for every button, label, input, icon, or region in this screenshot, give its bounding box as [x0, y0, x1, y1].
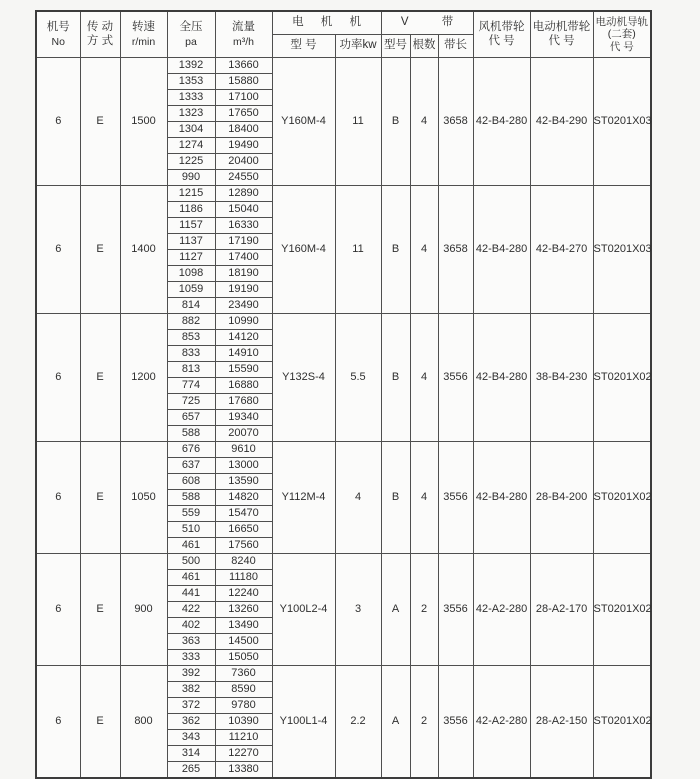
motor-power-cell: 2.2 [335, 666, 381, 779]
flow-cell: 14120 [215, 330, 272, 346]
speed-cell: 800 [120, 666, 167, 779]
belt-type-cell: B [381, 314, 410, 442]
spec-table-body [36, 58, 651, 779]
col-header-vbelt-model: 型号 [381, 35, 410, 58]
flow-cell: 16880 [215, 378, 272, 394]
rail-cell: ST0201X03 [593, 186, 651, 314]
header-row-1 [36, 11, 651, 35]
drive-cell: E [80, 186, 120, 314]
flow-cell: 11210 [215, 730, 272, 746]
pressure-cell: 1215 [167, 186, 215, 202]
pressure-cell: 363 [167, 634, 215, 650]
pressure-cell: 774 [167, 378, 215, 394]
fan-pulley-cell: 42-A2-280 [473, 666, 530, 779]
belt-type-cell: A [381, 554, 410, 666]
col-header-flow-unit: m³/h [233, 35, 254, 48]
pressure-cell: 510 [167, 522, 215, 538]
col-header-vbelt-group: V 带 [381, 11, 473, 35]
pressure-cell: 372 [167, 698, 215, 714]
spec-table [35, 10, 652, 779]
flow-cell: 14820 [215, 490, 272, 506]
pressure-cell: 853 [167, 330, 215, 346]
col-header-fan-pulley-title: 风机带轮 [478, 20, 525, 33]
belt-length-cell: 3556 [438, 666, 473, 779]
col-header-motor-model: 型 号 [272, 35, 335, 58]
belt-count-cell: 2 [410, 666, 438, 779]
no-cell: 6 [36, 58, 80, 186]
motor-pulley-cell: 38-B4-230 [530, 314, 593, 442]
motor-power-cell: 4 [335, 442, 381, 554]
belt-count-cell: 4 [410, 442, 438, 554]
table-row [36, 58, 651, 74]
table-row [36, 442, 651, 458]
motor-pulley-cell: 28-A2-150 [530, 666, 593, 779]
pressure-cell: 608 [167, 474, 215, 490]
drive-cell: E [80, 554, 120, 666]
flow-cell: 12270 [215, 746, 272, 762]
speed-cell: 1050 [120, 442, 167, 554]
pressure-cell: 1127 [167, 250, 215, 266]
no-cell: 6 [36, 186, 80, 314]
col-header-no-title: 机号 [46, 20, 70, 33]
flow-cell: 17190 [215, 234, 272, 250]
fan-pulley-cell: 42-B4-280 [473, 314, 530, 442]
spec-table-header [36, 11, 651, 58]
pressure-cell: 441 [167, 586, 215, 602]
pressure-cell: 588 [167, 426, 215, 442]
table-row [36, 314, 651, 330]
motor-pulley-cell: 28-A2-170 [530, 554, 593, 666]
belt-count-cell: 4 [410, 314, 438, 442]
belt-length-cell: 3556 [438, 314, 473, 442]
pressure-cell: 814 [167, 298, 215, 314]
col-header-drive-title2: 方 式 [86, 34, 114, 47]
col-header-fan-pulley-title2: 代 号 [488, 34, 515, 47]
drive-cell: E [80, 58, 120, 186]
belt-count-cell: 4 [410, 186, 438, 314]
pressure-cell: 1157 [167, 218, 215, 234]
motor-power-cell: 5.5 [335, 314, 381, 442]
col-header-pressure-title: 全压 [179, 20, 203, 33]
belt-type-cell: B [381, 186, 410, 314]
no-cell: 6 [36, 666, 80, 779]
flow-cell: 18400 [215, 122, 272, 138]
flow-cell: 19340 [215, 410, 272, 426]
col-header-rail-title3: 代 号 [609, 40, 634, 53]
rail-cell: ST0201X02 [593, 666, 651, 779]
col-header-drive [80, 11, 120, 58]
speed-cell: 1400 [120, 186, 167, 314]
flow-cell: 19490 [215, 138, 272, 154]
flow-cell: 9610 [215, 442, 272, 458]
flow-cell: 14910 [215, 346, 272, 362]
pressure-cell: 588 [167, 490, 215, 506]
no-cell: 6 [36, 442, 80, 554]
col-header-motor-power: 功率kw [335, 35, 381, 58]
col-header-rail-title: 电动机导轨 [595, 15, 649, 28]
table-row [36, 186, 651, 202]
motor-pulley-cell: 42-B4-270 [530, 186, 593, 314]
flow-cell: 13260 [215, 602, 272, 618]
flow-cell: 9780 [215, 698, 272, 714]
col-header-pressure-unit: pa [185, 35, 197, 48]
col-header-speed [120, 11, 167, 58]
pressure-cell: 333 [167, 650, 215, 666]
belt-type-cell: B [381, 442, 410, 554]
drive-cell: E [80, 442, 120, 554]
pressure-cell: 392 [167, 666, 215, 682]
pressure-cell: 1137 [167, 234, 215, 250]
motor-model-cell: Y132S-4 [272, 314, 335, 442]
pressure-cell: 1225 [167, 154, 215, 170]
pressure-cell: 461 [167, 538, 215, 554]
pressure-cell: 1323 [167, 106, 215, 122]
flow-cell: 13000 [215, 458, 272, 474]
pressure-cell: 1274 [167, 138, 215, 154]
flow-cell: 23490 [215, 298, 272, 314]
rail-cell: ST0201X02 [593, 554, 651, 666]
flow-cell: 20400 [215, 154, 272, 170]
rail-cell: ST0201X03 [593, 58, 651, 186]
flow-cell: 16330 [215, 218, 272, 234]
fan-pulley-cell: 42-B4-280 [473, 442, 530, 554]
col-header-motor-pulley-title2: 代 号 [548, 34, 575, 47]
belt-type-cell: B [381, 58, 410, 186]
pressure-cell: 461 [167, 570, 215, 586]
pressure-cell: 1304 [167, 122, 215, 138]
flow-cell: 12890 [215, 186, 272, 202]
col-header-speed-title: 转速 [132, 20, 155, 33]
flow-cell: 24550 [215, 170, 272, 186]
flow-cell: 17680 [215, 394, 272, 410]
flow-cell: 13660 [215, 58, 272, 74]
pressure-cell: 1098 [167, 266, 215, 282]
col-header-drive-title: 传 动 [86, 20, 114, 33]
motor-model-cell: Y160M-4 [272, 186, 335, 314]
pressure-cell: 362 [167, 714, 215, 730]
speed-cell: 1200 [120, 314, 167, 442]
speed-cell: 900 [120, 554, 167, 666]
pressure-cell: 637 [167, 458, 215, 474]
pressure-cell: 1333 [167, 90, 215, 106]
no-cell: 6 [36, 554, 80, 666]
col-header-vbelt-count: 根数 [410, 35, 438, 58]
col-header-rail-title2: (二套) [607, 28, 636, 41]
pressure-cell: 813 [167, 362, 215, 378]
col-header-rail [593, 11, 651, 58]
flow-cell: 15590 [215, 362, 272, 378]
pressure-cell: 882 [167, 314, 215, 330]
flow-cell: 10390 [215, 714, 272, 730]
col-header-no-unit: No [51, 35, 65, 48]
pressure-cell: 990 [167, 170, 215, 186]
table-row [36, 554, 651, 570]
motor-power-cell: 3 [335, 554, 381, 666]
rail-cell: ST0201X02 [593, 314, 651, 442]
belt-type-cell: A [381, 666, 410, 779]
pressure-cell: 657 [167, 410, 215, 426]
pressure-cell: 676 [167, 442, 215, 458]
pressure-cell: 422 [167, 602, 215, 618]
flow-cell: 17560 [215, 538, 272, 554]
flow-cell: 17650 [215, 106, 272, 122]
belt-length-cell: 3658 [438, 58, 473, 186]
pressure-cell: 382 [167, 682, 215, 698]
flow-cell: 8240 [215, 554, 272, 570]
pressure-cell: 402 [167, 618, 215, 634]
pressure-cell: 1353 [167, 74, 215, 90]
belt-length-cell: 3658 [438, 186, 473, 314]
flow-cell: 8590 [215, 682, 272, 698]
flow-cell: 12240 [215, 586, 272, 602]
pressure-cell: 500 [167, 554, 215, 570]
rail-cell: ST0201X02 [593, 442, 651, 554]
col-header-speed-unit: r/min [131, 35, 156, 48]
flow-cell: 7360 [215, 666, 272, 682]
col-header-flow-title: 流量 [232, 20, 255, 33]
belt-length-cell: 3556 [438, 442, 473, 554]
col-header-no [36, 11, 80, 58]
belt-count-cell: 2 [410, 554, 438, 666]
pressure-cell: 265 [167, 762, 215, 779]
flow-cell: 18190 [215, 266, 272, 282]
flow-cell: 15050 [215, 650, 272, 666]
flow-cell: 16650 [215, 522, 272, 538]
col-header-flow [215, 11, 272, 58]
fan-pulley-cell: 42-B4-280 [473, 58, 530, 186]
motor-model-cell: Y100L2-4 [272, 554, 335, 666]
flow-cell: 17400 [215, 250, 272, 266]
speed-cell: 1500 [120, 58, 167, 186]
col-header-motor-pulley-title: 电动机带轮 [532, 20, 591, 33]
flow-cell: 20070 [215, 426, 272, 442]
pressure-cell: 725 [167, 394, 215, 410]
flow-cell: 15040 [215, 202, 272, 218]
pressure-cell: 833 [167, 346, 215, 362]
motor-power-cell: 11 [335, 58, 381, 186]
table-row [36, 666, 651, 682]
col-header-fan-pulley [473, 11, 530, 58]
pressure-cell: 343 [167, 730, 215, 746]
col-header-pressure [167, 11, 215, 58]
fan-pulley-cell: 42-A2-280 [473, 554, 530, 666]
belt-length-cell: 3556 [438, 554, 473, 666]
motor-power-cell: 11 [335, 186, 381, 314]
pressure-cell: 1059 [167, 282, 215, 298]
motor-model-cell: Y112M-4 [272, 442, 335, 554]
col-header-motor-pulley [530, 11, 593, 58]
motor-model-cell: Y100L1-4 [272, 666, 335, 779]
flow-cell: 13490 [215, 618, 272, 634]
motor-pulley-cell: 42-B4-290 [530, 58, 593, 186]
flow-cell: 13380 [215, 762, 272, 779]
pressure-cell: 559 [167, 506, 215, 522]
pressure-cell: 314 [167, 746, 215, 762]
col-header-motor-group: 电 机 机 [272, 11, 381, 35]
no-cell: 6 [36, 314, 80, 442]
belt-count-cell: 4 [410, 58, 438, 186]
flow-cell: 17100 [215, 90, 272, 106]
flow-cell: 10990 [215, 314, 272, 330]
motor-model-cell: Y160M-4 [272, 58, 335, 186]
motor-pulley-cell: 28-B4-200 [530, 442, 593, 554]
pressure-cell: 1186 [167, 202, 215, 218]
pressure-cell: 1392 [167, 58, 215, 74]
drive-cell: E [80, 314, 120, 442]
fan-pulley-cell: 42-B4-280 [473, 186, 530, 314]
drive-cell: E [80, 666, 120, 779]
flow-cell: 11180 [215, 570, 272, 586]
flow-cell: 14500 [215, 634, 272, 650]
flow-cell: 15470 [215, 506, 272, 522]
flow-cell: 13590 [215, 474, 272, 490]
flow-cell: 19190 [215, 282, 272, 298]
flow-cell: 15880 [215, 74, 272, 90]
col-header-vbelt-length: 带长 [438, 35, 473, 58]
